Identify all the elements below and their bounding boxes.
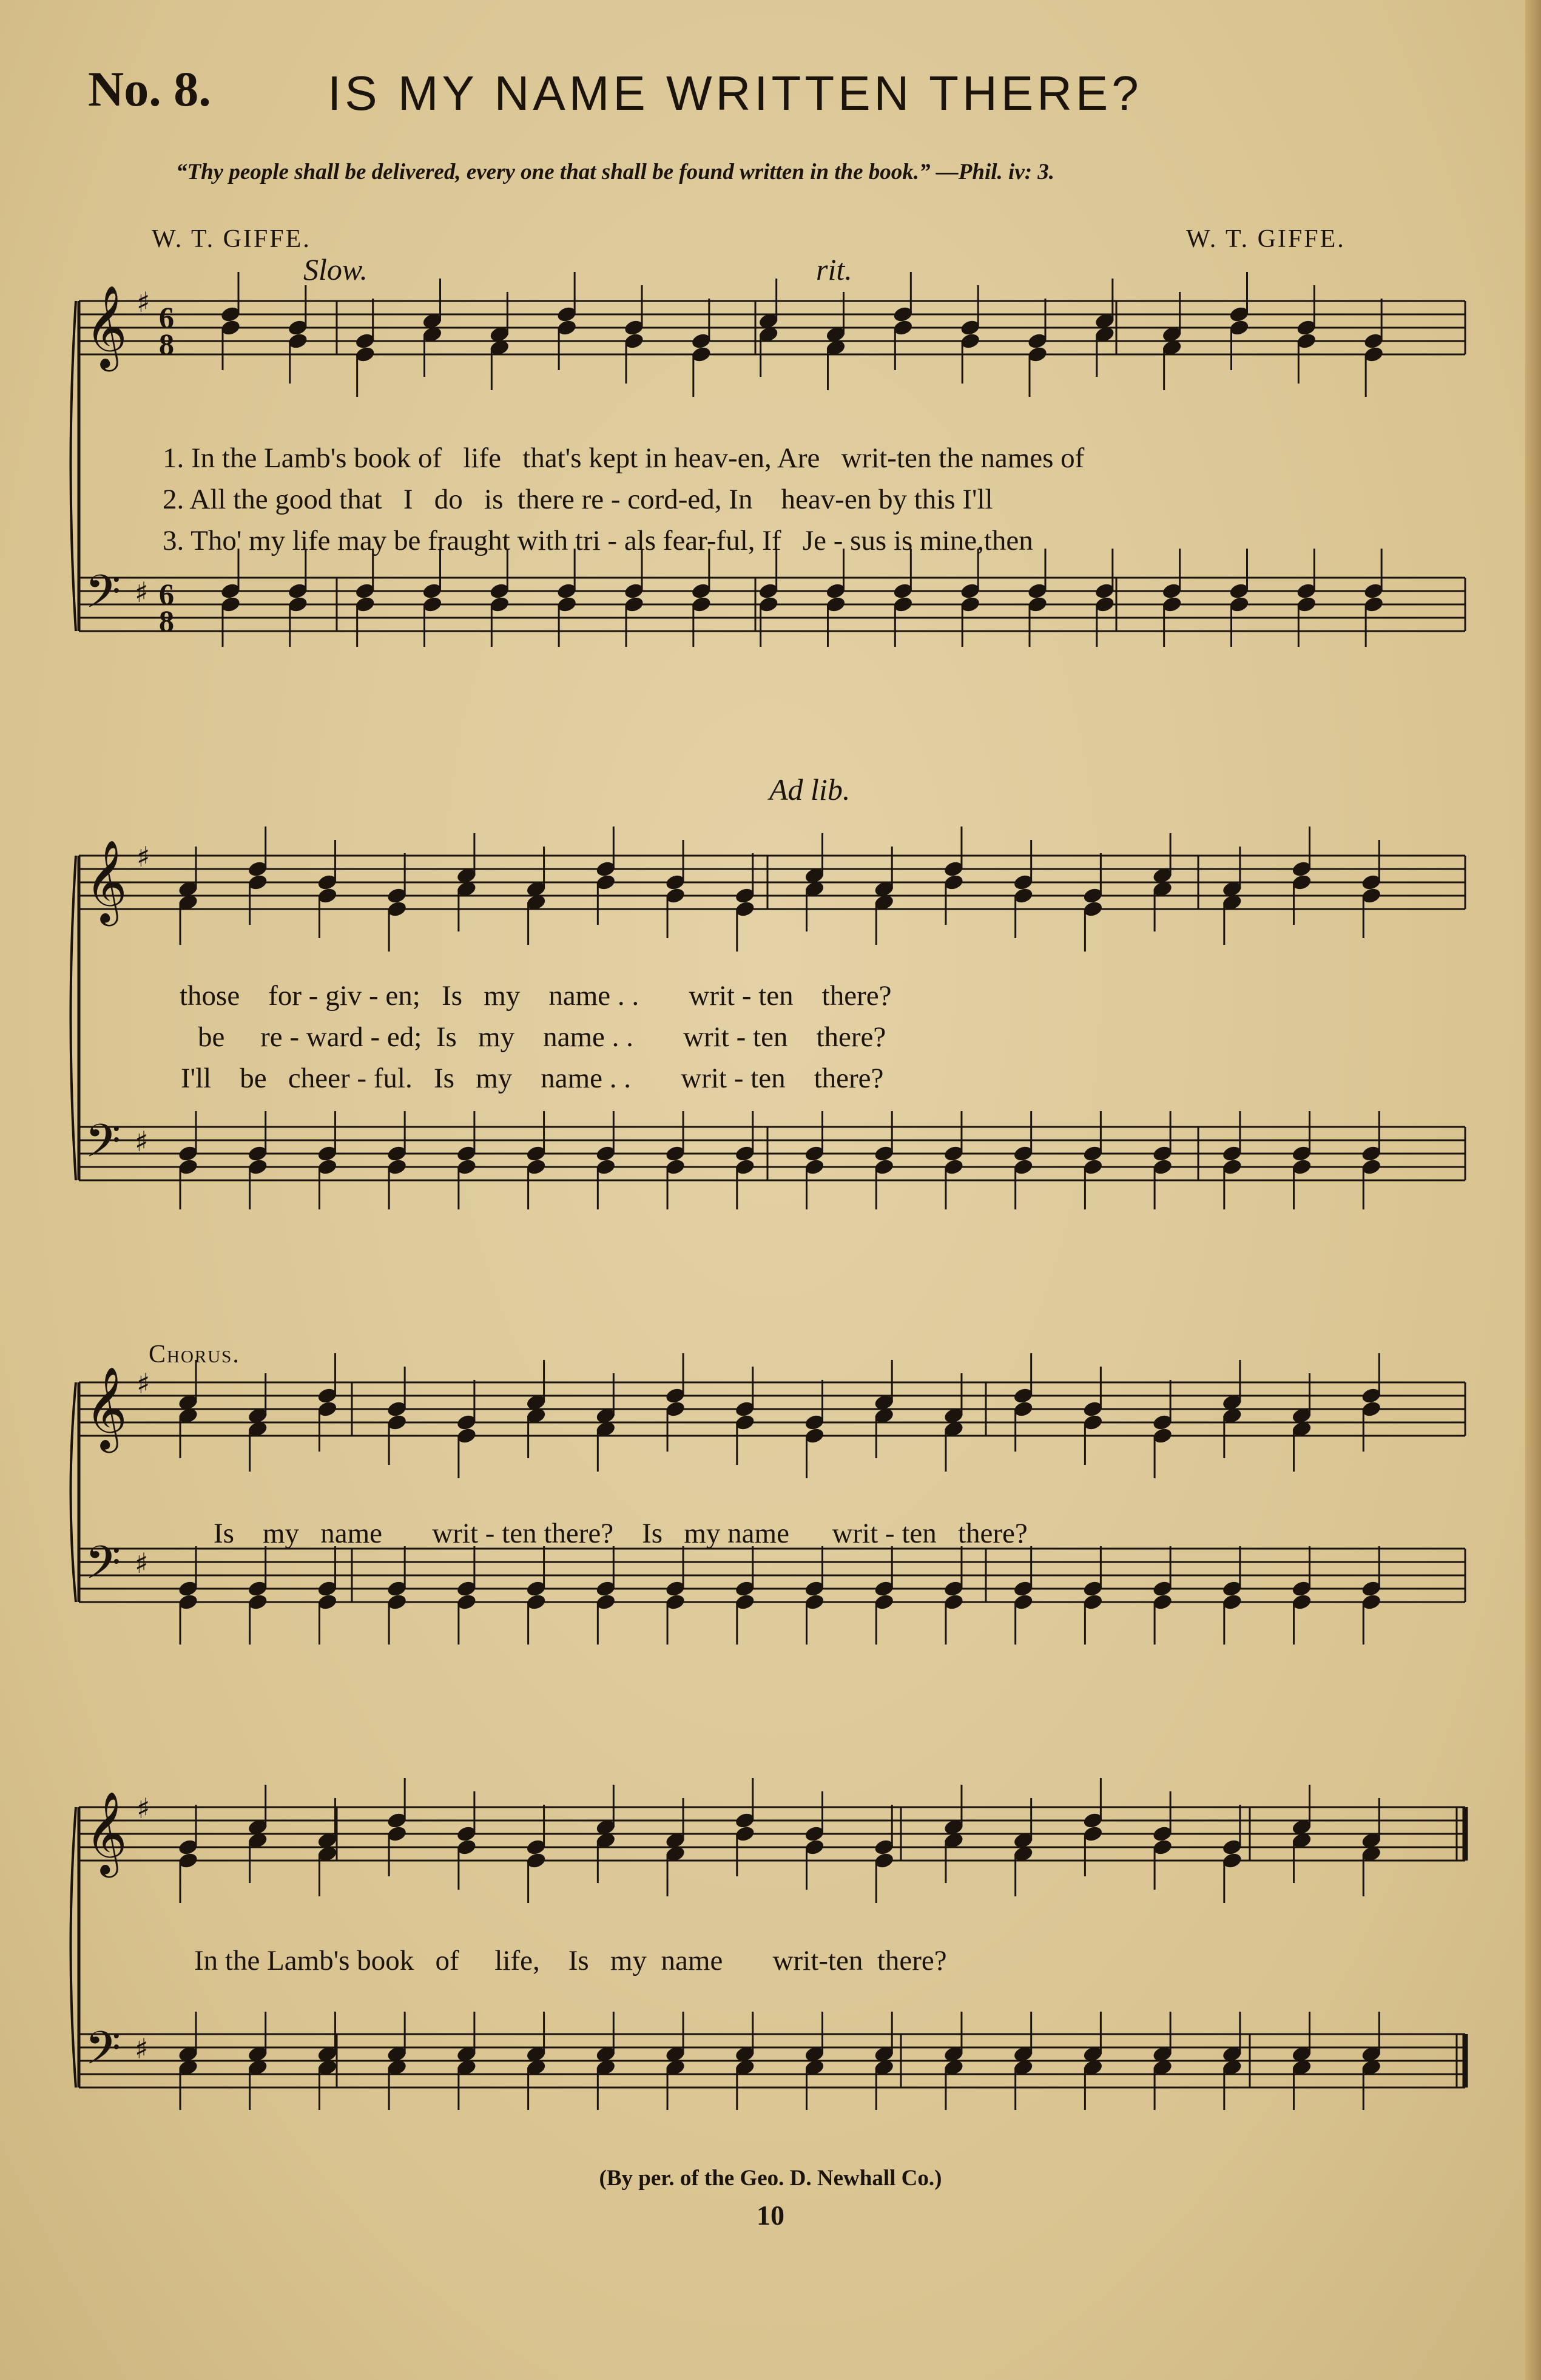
verse-3-line-1: 3. Tho' my life may be fraught with tri - als fear-ful, If Je - sus is mine,then	[163, 525, 1033, 556]
rit-marking: rit.	[816, 252, 852, 286]
sharp-icon: ♯	[135, 1125, 149, 1158]
page-number: 10	[757, 2200, 784, 2231]
chorus-line-1: Is my name writ - ten there? Is my name writ - ten there?	[214, 1518, 1028, 1549]
sharp-icon: ♯	[137, 840, 150, 873]
verse-1-line-1: 1. In the Lamb's book of life that's kept in heav-en, Are writ-ten the names of	[163, 442, 1085, 474]
treble-clef-icon: 𝄞	[85, 1365, 127, 1449]
bass-clef-icon: 𝄢	[85, 2021, 121, 2086]
hymn-number: No. 8.	[88, 61, 211, 117]
time-signature-bottom: 8	[159, 327, 174, 361]
verse-2-line-1: 2. All the good that I do is there re - cord-ed, In heav-en by this I'll	[163, 484, 993, 515]
verse-1-line-2: those for - giv - en; Is my name . . writ - ten there?	[180, 980, 892, 1012]
sharp-icon: ♯	[135, 1547, 149, 1580]
tempo-marking: Slow.	[303, 252, 368, 286]
sharp-icon: ♯	[137, 286, 150, 319]
system-brace	[71, 856, 76, 1180]
bass-clef-icon: 𝄢	[85, 1536, 121, 1601]
music-credit: W. T. GIFFE.	[1186, 225, 1346, 253]
bass-clef-icon: 𝄢	[85, 565, 121, 630]
sharp-icon: ♯	[135, 576, 149, 609]
chorus-label: Chorus.	[149, 1340, 240, 1368]
sharp-icon: ♯	[137, 1792, 150, 1825]
sharp-icon: ♯	[137, 1367, 150, 1400]
scripture-epigraph: “Thy people shall be delivered, every one that shall be found written in the book.” —Phil. iv: 3.	[176, 160, 1055, 184]
hymn-title: IS MY NAME WRITTEN THERE?	[328, 66, 1142, 120]
system-brace	[71, 1807, 76, 2088]
time-signature-bottom: 8	[159, 604, 174, 638]
treble-clef-icon: 𝄞	[85, 284, 127, 368]
chorus-line-2: In the Lamb's book of life, Is my name writ-ten there?	[194, 1945, 947, 1976]
ad-lib-marking: Ad lib.	[769, 772, 851, 806]
bass-clef-icon: 𝄢	[85, 1114, 121, 1179]
treble-clef-icon: 𝄞	[85, 839, 127, 922]
system-brace	[71, 1382, 76, 1602]
words-credit: W. T. GIFFE.	[152, 225, 311, 253]
permission-footer: (By per. of the Geo. D. Newhall Co.)	[599, 2166, 942, 2191]
system-brace	[71, 301, 76, 631]
time-signature-top: 6	[159, 300, 174, 334]
verse-2-line-2: be re - ward - ed; Is my name . . writ - ten there?	[198, 1021, 886, 1053]
verse-3-line-2: I'll be cheer - ful. Is my name . . writ - ten there?	[181, 1063, 884, 1094]
treble-clef-icon: 𝄞	[85, 1790, 127, 1874]
sharp-icon: ♯	[135, 2032, 149, 2065]
time-signature-top: 6	[159, 577, 174, 611]
